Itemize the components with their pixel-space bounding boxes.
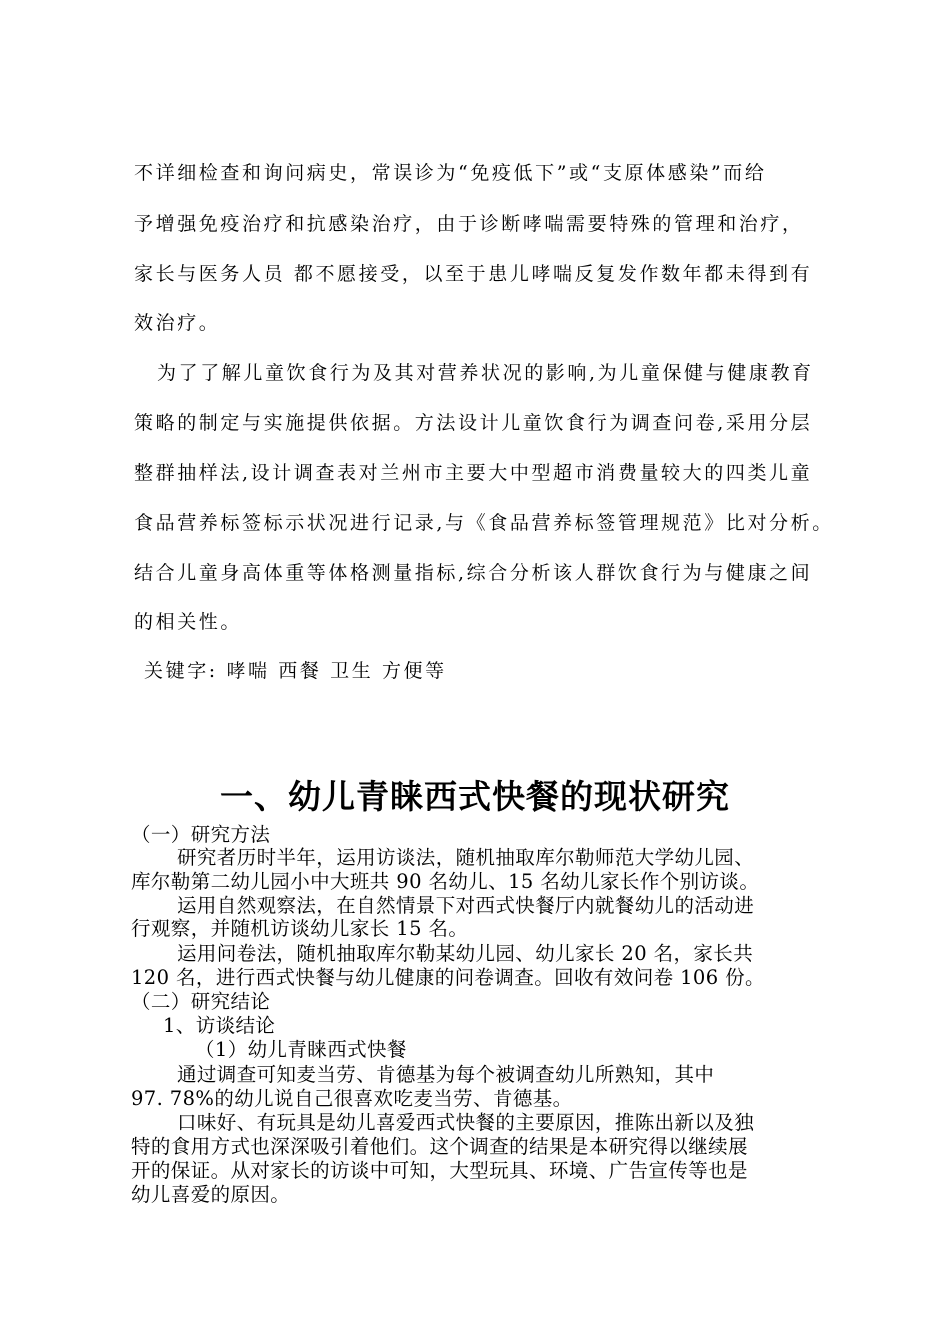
- section-line-15: 开的保证。从对家长的访谈中可知，大型玩具、环境、广告宣传等也是: [131, 1159, 748, 1182]
- intro-line-5: 为了了解儿童饮食行为及其对营养状况的影响,为儿童保健与健康教育: [157, 362, 814, 384]
- section-line-13: 口味好、有玩具是幼儿喜爱西式快餐的主要原因，推陈出新以及独: [177, 1111, 755, 1134]
- intro-line-4: 效治疗。: [134, 312, 221, 334]
- intro-line-3: 家长与医务人员 都不愿接受，以至于患儿哮喘反复发作数年都未得到有: [134, 263, 813, 285]
- intro-line-2: 予增强免疫治疗和抗感染治疗，由于诊断哮喘需要特殊的管理和治疗，: [134, 213, 804, 235]
- section-line-4: 运用自然观察法，在自然情景下对西式快餐厅内就餐幼儿的活动进: [177, 894, 755, 917]
- section-line-12: 97. 78%的幼儿说自己很喜欢吃麦当劳、肯德基。: [131, 1087, 573, 1110]
- intro-line-10: 的相关性。: [134, 611, 243, 633]
- intro-line-7: 整群抽样法,设计调查表对兰州市主要大中型超市消费量较大的四类儿童: [134, 462, 813, 484]
- subheading-research-conclusion: （二）研究结论: [131, 990, 271, 1013]
- section-title: 一、幼儿青睐西式快餐的现状研究: [220, 777, 730, 816]
- section-line-11: 通过调查可知麦当劳、肯德基为每个被调查幼儿所熟知，其中: [177, 1063, 715, 1086]
- subheading-interview-conclusion: 1、访谈结论: [163, 1014, 276, 1037]
- intro-line-6: 策略的制定与实施提供依据。方法设计儿童饮食行为调查问卷,采用分层: [134, 412, 813, 434]
- section-line-14: 特的食用方式也深深吸引着他们。这个调查的结果是本研究得以继续展: [131, 1135, 748, 1158]
- section-line-7: 120 名，进行西式快餐与幼儿健康的问卷调查。回收有效问卷 106 份。: [131, 966, 765, 989]
- subheading-research-method: （一）研究方法: [131, 823, 271, 846]
- section-line-3: 库尔勒第二幼儿园小中大班共 90 名幼儿、15 名幼儿家长作个别访谈。: [131, 870, 760, 893]
- section-line-6: 运用问卷法，随机抽取库尔勒某幼儿园、幼儿家长 20 名，家长共: [177, 942, 754, 965]
- intro-line-9: 结合儿童身高体重等体格测量指标,综合分析该人群饮食行为与健康之间: [134, 562, 813, 584]
- section-line-5: 行观察，并随机访谈幼儿家长 15 名。: [131, 917, 469, 940]
- subheading-children-favor: （1）幼儿青睐西式快餐: [195, 1038, 407, 1061]
- intro-line-8: 食品营养标签标示状况进行记录,与《食品营养标签管理规范》比对分析。: [134, 512, 834, 534]
- section-line-2: 研究者历时半年，运用访谈法，随机抽取库尔勒师范大学幼儿园、: [177, 846, 755, 869]
- intro-line-1: 不详细检查和询问病史，常误诊为“免疫低下”或“支原体感染”而给: [134, 162, 767, 184]
- section-line-16: 幼儿喜爱的原因。: [131, 1183, 291, 1206]
- keywords-line: 关键字: 哮喘 西餐 卫生 方便等: [144, 660, 447, 682]
